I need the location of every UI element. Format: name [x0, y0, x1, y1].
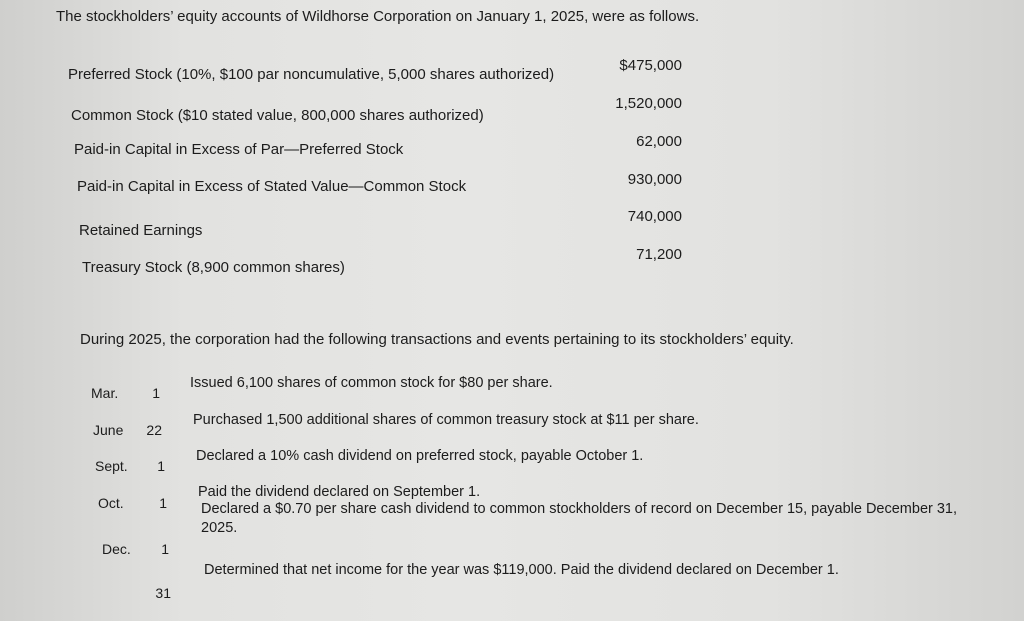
transaction-text: Issued 6,100 shares of common stock for $80 per share.: [190, 375, 553, 391]
transaction-day: 1: [159, 495, 167, 511]
account-amount: 62,000: [636, 133, 682, 150]
transaction-month: Sept.: [95, 458, 128, 474]
account-amount: 930,000: [627, 171, 682, 188]
transaction-day: 1: [157, 458, 165, 474]
transaction-day: 31: [155, 585, 171, 601]
transaction-month: Dec.: [102, 541, 131, 557]
account-name: Retained Earnings: [79, 222, 203, 239]
account-amount: 71,200: [636, 246, 682, 263]
account-name: Paid-in Capital in Excess of Par—Preferred Stock: [74, 141, 404, 158]
account-amount: $475,000: [619, 57, 682, 74]
transaction-month: Oct.: [98, 495, 124, 511]
page-title: The stockholders’ equity accounts of Wildhorse Corporation on January 1, 2025, were as follows.: [56, 8, 700, 25]
transaction-text: Determined that net income for the year was $119,000. Paid the dividend declared on December 1.: [204, 562, 839, 578]
transaction-text: Declared a 10% cash dividend on preferred stock, payable October 1.: [196, 448, 644, 464]
account-name: Treasury Stock (8,900 common shares): [82, 259, 345, 276]
transaction-text: Paid the dividend declared on September 1.: [198, 484, 481, 500]
transaction-month: Mar.: [91, 385, 119, 401]
transaction-day: 1: [152, 385, 160, 401]
account-amount: 1,520,000: [615, 95, 682, 112]
account-name: Paid-in Capital in Excess of Stated Value—Common Stock: [77, 178, 467, 195]
account-amount: 740,000: [627, 208, 682, 225]
account-name: Preferred Stock (10%, $100 par noncumulative, 5,000 shares authorized): [68, 66, 555, 83]
transaction-month: June: [93, 422, 124, 438]
account-name: Common Stock ($10 stated value, 800,000 shares authorized): [71, 107, 484, 124]
transactions-intro: During 2025, the corporation had the following transactions and events pertaining to its stockholders’ equity.: [80, 331, 794, 348]
transaction-text: Purchased 1,500 additional shares of common treasury stock at $11 per share.: [193, 412, 699, 428]
transaction-text: Declared a $0.70 per share cash dividend to common stockholders of record on December 15, payable December 31, 2025.: [201, 501, 958, 536]
transaction-day: 22: [146, 422, 162, 438]
transaction-day: 1: [161, 541, 169, 557]
